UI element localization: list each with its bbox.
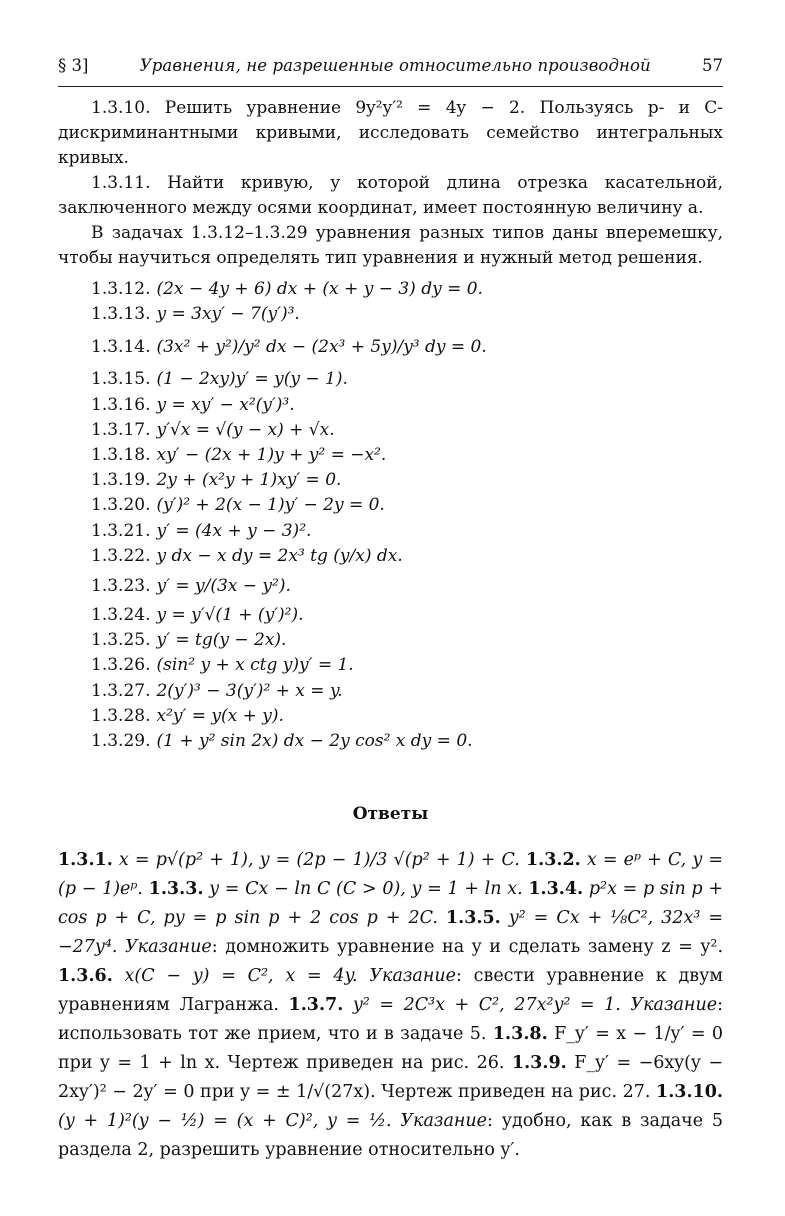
- problem-list: [58, 277, 723, 754]
- page-content: [58, 96, 723, 1165]
- problem-item: [91, 418, 723, 443]
- problem-number: 1.3.13.: [91, 304, 151, 325]
- hint-text: : домножить уравнение на y и сделать замену z = y².: [211, 937, 724, 958]
- problem-item: [91, 302, 723, 327]
- answer-label: 1.3.9.: [511, 1053, 567, 1074]
- problem-item: [91, 653, 723, 678]
- answer-label: 1.3.7.: [288, 995, 344, 1016]
- answer-text: (y + 1)²(y − ½) = (x + C)², y = ½.: [58, 1111, 401, 1132]
- answer-label: 1.3.10.: [656, 1082, 723, 1103]
- answer-text: y² = 2C³x + C², 27x²y² = 1.: [343, 995, 631, 1016]
- problem-item: [91, 679, 723, 704]
- problem-number: 1.3.16.: [91, 394, 151, 415]
- problem-number: 1.3.23.: [91, 576, 151, 597]
- problem-number: 1.3.28.: [91, 705, 151, 726]
- hint-text: : удобно, как в задаче 5 раздела 2, разрешить уравнение относительно y′.: [58, 1111, 723, 1161]
- problem-number: 1.3.19.: [91, 470, 151, 491]
- problem-equation: y′ = (4x + y − 3)².: [156, 520, 312, 541]
- section-number: § 3]: [58, 56, 89, 75]
- answer-text: y = Cx − ln C (C > 0), y = 1 + ln x.: [203, 879, 529, 900]
- problem-equation: (1 − 2xy)y′ = y(y − 1).: [156, 369, 348, 390]
- intro-paragraph: В задачах 1.3.12–1.3.29 уравнения разных типов даны вперемешку, чтобы научиться определять тип уравнения и нужный метод решения.: [58, 223, 723, 268]
- answer-item: [149, 879, 529, 899]
- answer-text: x = eᵖ + C, y = (p − 1)eᵖ.: [58, 850, 723, 900]
- problem-number: 1.3.21.: [91, 520, 151, 541]
- answer-item: [58, 850, 526, 870]
- running-title: Уравнения, не разрешенные относительно производной: [139, 56, 651, 75]
- answer-label: 1.3.3.: [148, 879, 204, 900]
- problem-number: 1.3.14.: [91, 337, 151, 358]
- problem-equation: x²y′ = y(x + y).: [156, 705, 284, 726]
- answers-heading: Ответы: [352, 804, 429, 825]
- problem-equation: y dx − x dy = 2x³ tg (y/x) dx.: [156, 545, 403, 566]
- problem-equation: y = xy′ − x²(y′)³.: [156, 394, 295, 415]
- problem-item: [91, 628, 723, 653]
- problem-item: [91, 729, 723, 754]
- problem-1-3-10: 1.3.10. Решить уравнение 9y²y′² = 4y − 2. Пользуясь p- и C-дискриминантными кривыми, исследовать семейство интегральных кривых.: [58, 98, 723, 168]
- answer-label: 1.3.1.: [58, 850, 113, 871]
- answer-label: 1.3.2.: [525, 850, 581, 871]
- hint-label: Указание: [400, 1111, 488, 1132]
- answer-text: x = p√(p² + 1), y = (2p − 1)/3 √(p² + 1) + C.: [112, 850, 526, 871]
- problem-item: [91, 393, 723, 418]
- problem-number: 1.3.15.: [91, 369, 151, 390]
- problem-item: [91, 544, 723, 569]
- problem-number: 1.3.24.: [91, 605, 151, 626]
- problem-equation: xy′ − (2x + 1)y + y² = −x².: [156, 445, 387, 466]
- problem-equation: 2(y′)³ − 3(y′)² + x = y.: [156, 680, 343, 701]
- problem-item: [91, 443, 723, 468]
- answer-label: 1.3.5.: [445, 908, 501, 929]
- hint-label: Указание: [369, 966, 457, 987]
- running-header: [58, 56, 723, 87]
- problem-equation: (sin² y + x ctg y)y′ = 1.: [156, 655, 354, 676]
- page-number: 57: [702, 56, 723, 75]
- problem-item: [91, 603, 723, 628]
- hint-text: : использовать тот же прием, что и в задаче 5.: [58, 995, 723, 1045]
- problem-number: 1.3.18.: [91, 445, 151, 466]
- problem-number: 1.3.29.: [91, 731, 151, 752]
- problem-item: [91, 519, 723, 544]
- problem-number: 1.3.17.: [91, 419, 151, 440]
- problem-equation: (y′)² + 2(x − 1)y′ − 2y = 0.: [156, 495, 385, 516]
- answer-text: F_y′ = −6xy(y − 2xy′)² − 2y′ = 0 при y = ± 1/√(27x). Чертеж приведен на рис. 27.: [58, 1053, 723, 1103]
- hint-label: Указание: [125, 937, 212, 958]
- problem-number: 1.3.20.: [91, 495, 151, 516]
- problem-item: [91, 569, 723, 603]
- answer-text: F_y′ = x − 1/y′ = 0 при y = 1 + ln x. Чертеж приведен на рис. 26.: [58, 1024, 724, 1074]
- problem-item: [91, 468, 723, 493]
- problem-equation: (1 + y² sin 2x) dx − 2y cos² x dy = 0.: [156, 731, 473, 752]
- answer-label: 1.3.4.: [528, 879, 584, 900]
- problem-item: [91, 704, 723, 729]
- problem-number: 1.3.12.: [91, 279, 151, 299]
- problem-equation: y′ = tg(y − 2x).: [156, 630, 287, 651]
- answer-text: p²x = p sin p + cos p + C, py = p sin p + 2 cos p + 2C.: [58, 879, 723, 929]
- hint-text: : свести уравнение к двум уравнениям Лагранжа.: [58, 966, 724, 1016]
- problem-number: 1.3.26.: [91, 655, 151, 676]
- answer-text: y² = Cx + ⅛C², 32x³ = −27y⁴.: [58, 908, 723, 958]
- problem-item: [91, 327, 723, 367]
- problem-number: 1.3.22.: [91, 545, 151, 566]
- problem-equation: y′ = y/(3x − y²).: [156, 576, 291, 597]
- problem-item: [91, 277, 723, 302]
- answer-label: 1.3.8.: [492, 1024, 548, 1045]
- problem-1-3-11: 1.3.11. Найти кривую, у которой длина отрезка касательной, заключенного между осями координат, имеет постоянную величину a.: [58, 173, 723, 218]
- problem-item: [91, 367, 723, 392]
- hint-label: Указание: [630, 995, 718, 1016]
- problem-equation: (3x² + y²)/y² dx − (2x³ + 5y)/y³ dy = 0.: [156, 337, 487, 358]
- problem-equation: y′√x = √(y − x) + √x.: [156, 419, 335, 440]
- problem-equation: y = y′√(1 + (y′)²).: [156, 605, 304, 626]
- problem-item: [91, 493, 723, 518]
- answers-block: [58, 846, 723, 1165]
- answer-text: x(C − y) = C², x = 4y.: [112, 966, 370, 987]
- problem-equation: 2y + (x²y + 1)xy′ = 0.: [156, 470, 342, 491]
- answer-label: 1.3.6.: [58, 966, 113, 987]
- problem-number: 1.3.25.: [91, 630, 151, 651]
- problem-number: 1.3.27.: [91, 680, 151, 701]
- problem-equation: y = 3xy′ − 7(y′)³.: [156, 304, 300, 325]
- problem-equation: (2x − 4y + 6) dx + (x + y − 3) dy = 0.: [156, 279, 483, 299]
